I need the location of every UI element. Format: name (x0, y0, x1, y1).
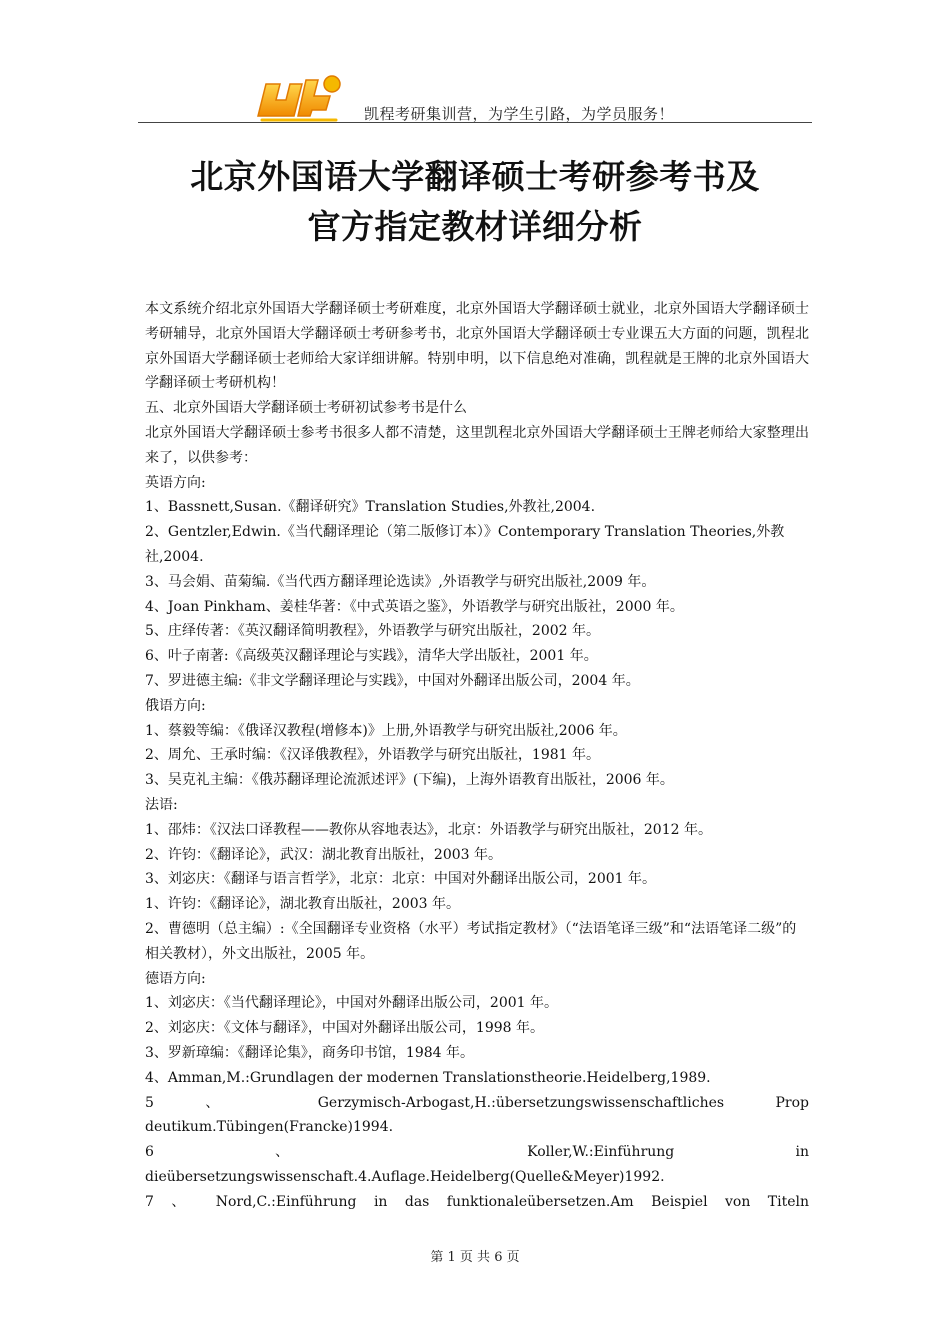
section-lead: 北京外国语大学翻译硕士参考书很多人都不清楚，这里凯程北京外国语大学翻译硕士王牌老师给大家整理出来了，以供参考： (145, 424, 809, 466)
list-item: 5 、 Gerzymisch-Arbogast,H.:übersetzungswissenschaftliches Prop (145, 1094, 809, 1111)
list-item: 5、庄绎传著：《英汉翻译简明教程》，外语教学与研究出版社，2002 年。 (145, 623, 600, 640)
list-item: 1、刘宓庆：《当代翻译理论》，中国对外翻译出版公司，2001 年。 (145, 995, 558, 1012)
list-item: 2、许钧：《翻译论》，武汉：湖北教育出版社，2003 年。 (145, 846, 502, 863)
list-item: 1、Bassnett,Susan.《翻译研究》Translation Studies,外教社,2004. (145, 499, 596, 516)
document-title (100, 152, 850, 252)
header-divider (138, 122, 812, 123)
section-heading: 五、北京外国语大学翻译硕士考研初试参考书是什么 (145, 400, 467, 417)
list-item: 2、刘宓庆：《文体与翻译》，中国对外翻译出版公司，1998 年。 (145, 1020, 544, 1037)
list-item: 7 、 Nord,C.:Einführung in das funktionaleübersetzen.Am Beispiel von Titeln (145, 1193, 809, 1210)
list-item: 3、吴克礼主编：《俄苏翻译理论流派述评》(下编)，上海外语教育出版社，2006 年。 (145, 772, 674, 789)
list-item-continuation: deutikum.Tübingen(Francke)1994. (145, 1119, 394, 1136)
list-item: 1、蔡毅等编：《俄译汉教程(增修本)》上册,外语教学与研究出版社,2006 年。 (145, 722, 627, 739)
list-item: 3、刘宓庆：《翻译与语言哲学》，北京：北京：中国对外翻译出版公司，2001 年。 (145, 871, 656, 888)
list-item: 1、邵炜：《汉法口译教程——教你从容地表达》，北京：外语教学与研究出版社，2012 年。 (145, 821, 712, 838)
document-body (145, 297, 809, 1214)
english-heading: 英语方向: (145, 474, 206, 491)
title-line-2: 官方指定教材详细分析 (307, 207, 643, 246)
list-item: 4、Amman,M.:Grundlagen der modernen Translationstheorie.Heidelberg,1989. (145, 1069, 711, 1086)
list-item: 6、叶子南著:《高级英汉翻译理论与实践》，清华大学出版社，2001 年。 (145, 648, 598, 665)
page-footer: 第 1 页 共 6 页 (430, 1250, 520, 1265)
page-header (138, 62, 812, 124)
title-line-1: 北京外国语大学翻译硕士考研参考书及 (190, 157, 760, 196)
kaicheng-logo (252, 66, 344, 124)
header-slogan: 凯程考研集训营，为学生引路，为学员服务！ (364, 105, 675, 123)
list-item: 2、曹德明（总主编）:《全国翻译专业资格（水平）考试指定教材》（“法语笔译三级”和“法语笔译二级”的相关教材），外文出版社，2005 年。 (145, 920, 797, 962)
french-heading: 法语: (145, 796, 178, 813)
list-item: 7、罗进德主编:《非文学翻译理论与实践》，中国对外翻译出版公司，2004 年。 (145, 672, 640, 689)
list-item: 3、马会娟、苗菊编.《当代西方翻译理论选读》,外语教学与研究出版社,2009 年。 (145, 573, 656, 590)
intro-paragraph: 本文系统介绍北京外国语大学翻译硕士考研难度，北京外国语大学翻译硕士就业，北京外国语大学翻译硕士考研辅导，北京外国语大学翻译硕士考研参考书，北京外国语大学翻译硕士专业课五大方面的问题，凯程北京外国语大学翻译硕士老师给大家详细讲解。特别申明，以下信息绝对准确，凯程就是王牌的北京外国语大学翻译硕士考研机构！ (145, 301, 809, 392)
list-item: 4、Joan Pinkham、姜桂华著：《中式英语之鉴》，外语教学与研究出版社，2000 年。 (145, 598, 684, 615)
list-item: 2、Gentzler,Edwin.《当代翻译理论（第二版修订本）》Contemporary Translation Theories,外教社,2004. (145, 524, 785, 565)
russian-heading: 俄语方向: (145, 697, 206, 714)
list-item-continuation: dieübersetzungswissenschaft.4.Auflage.Heidelberg(Quelle&Meyer)1992. (145, 1168, 665, 1185)
list-item: 3、罗新璋编：《翻译论集》，商务印书馆，1984 年。 (145, 1044, 474, 1061)
list-item: 2、周允、王承时编：《汉译俄教程》，外语教学与研究出版社，1981 年。 (145, 747, 600, 764)
list-item: 1、许钧：《翻译论》，湖北教育出版社，2003 年。 (145, 896, 460, 913)
german-heading: 德语方向: (145, 970, 206, 987)
list-item: 6 、 Koller,W.:Einführung in (145, 1144, 809, 1161)
